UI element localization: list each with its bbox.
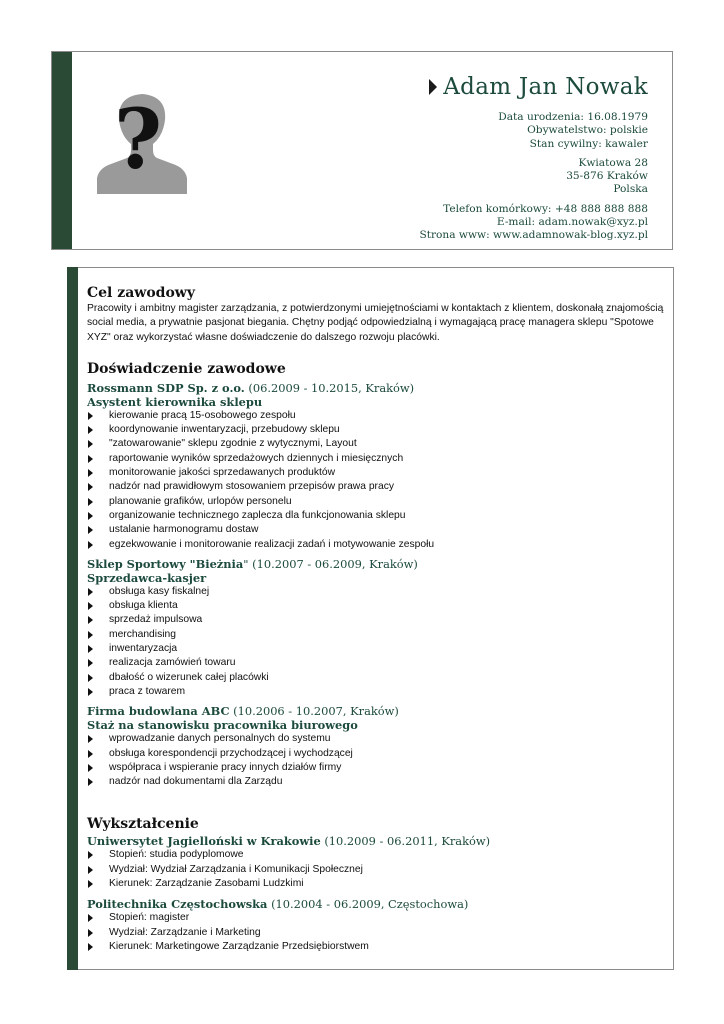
duties-list — [87, 732, 667, 789]
job-company: Rossmann SDP Sp. z o.o. — [87, 380, 245, 395]
list-item: praca z towarem — [87, 685, 667, 699]
duties-list — [87, 409, 667, 552]
main-accent-bar — [67, 267, 78, 970]
name-row — [429, 74, 648, 100]
list-item: Stopień: studia podyplomowe — [87, 848, 667, 862]
school-period: (10.2009 - 06.2011, Kraków) — [320, 834, 491, 849]
list-item: Kierunek: Zarządzanie Zasobami Ludzkimi — [87, 877, 667, 891]
duties-list — [87, 585, 667, 699]
birth-date: Data urodzenia: 16.08.1979 — [498, 111, 648, 123]
marital-status: Stan cywilny: kawaler — [529, 137, 648, 150]
school-name: Uniwersytet Jagielloński w Krakowie — [87, 834, 321, 849]
list-item: Wydział: Zarządzanie i Marketing — [87, 926, 667, 940]
job-entry — [87, 381, 667, 552]
job-role: Asystent kierownika sklepu — [87, 394, 263, 409]
list-item: Wydział: Wydział Zarządzania i Komunikacji Społecznej — [87, 863, 667, 877]
website: Strona www: www.adamnowak-blog.xyz.pl — [419, 229, 648, 242]
job-company-name: Bieżnia — [195, 556, 244, 571]
job-role: Staż na stanowisku pracownika biurowego — [87, 718, 358, 733]
list-item: obsługa korespondencji przychodzącej i wychodzącej — [87, 747, 667, 761]
main-content — [87, 284, 667, 954]
address-city: 35-876 Kraków — [566, 170, 648, 183]
job-period: (10.2006 - 10.2007, Kraków) — [229, 704, 399, 719]
contact-block — [419, 111, 648, 243]
list-item: organizowanie technicznego zaplecza dla funkcjonowania sklepu — [87, 509, 667, 523]
job-company-suffix: " — [243, 556, 249, 571]
list-item: inwentaryzacja — [87, 642, 667, 656]
list-item: wprowadzanie danych personalnych do systemu — [87, 732, 667, 746]
school-header — [87, 834, 667, 848]
job-header — [87, 557, 667, 571]
list-item: dbałość o wizerunek całej placówki — [87, 671, 667, 685]
objective-title: Cel zawodowy — [87, 285, 195, 301]
job-header — [87, 704, 667, 718]
address-country: Polska — [613, 183, 648, 196]
phone: Telefon komórkowy: +48 888 888 888 — [443, 202, 648, 215]
school-entry — [87, 834, 667, 891]
objective-text: Pracowity i ambitny magister zarządzania, z potwierdzonymi umiejętnościami w kontaktach z klientem, doskonałą znajomością social media, a prywatnie pasjonat biegania. Chętny podjąć odpowiedzialną i wymagającą pracę managera sklepu "Spotowe XYZ" oraz wykorzystać własne doświadczenie do dalszego rozwoju placówki. — [87, 303, 664, 343]
list-item: kierowanie pracą 15-osobowego zespołu — [87, 409, 667, 423]
school-header — [87, 897, 667, 911]
job-header — [87, 381, 667, 395]
education-title: Wykształcenie — [87, 816, 199, 833]
list-item: Stopień: magister — [87, 911, 667, 925]
list-item: współpraca i wspieranie pracy innych działów firmy — [87, 761, 667, 775]
list-item: koordynowanie inwentaryzacji, przebudowy sklepu — [87, 423, 667, 437]
job-company: Firma budowlana ABC — [87, 704, 230, 719]
school-entry — [87, 897, 667, 954]
job-company-prefix: Sklep Sportowy " — [87, 556, 196, 571]
school-name: Politechnika Częstochowska — [87, 897, 268, 912]
list-item: Kierunek: Marketingowe Zarządzanie Przedsiębiorstwem — [87, 940, 667, 954]
list-item: realizacja zamówień towaru — [87, 656, 667, 670]
job-period: (10.2007 - 06.2009, Kraków) — [248, 556, 418, 571]
experience-title: Doświadczenie zawodowe — [87, 360, 286, 377]
school-details — [87, 911, 667, 954]
address-street: Kwiatowa 28 — [578, 156, 648, 169]
person-name: Adam Jan Nowak — [443, 74, 648, 100]
bullet-arrow-icon — [429, 79, 437, 95]
job-role: Sprzedawca-kasjer — [87, 570, 207, 585]
list-item: obsługa kasy fiskalnej — [87, 585, 667, 599]
list-item: obsługa klienta — [87, 599, 667, 613]
list-item: egzekwowanie i monitorowanie realizacji zadań i motywowanie zespołu — [87, 538, 667, 552]
list-item: "zatowarowanie" sklepu zgodnie z wytycznymi, Layout — [87, 437, 667, 451]
list-item: nadzór nad prawidłowym stosowaniem przepisów prawa pracy — [87, 480, 667, 494]
list-item: monitorowanie jakości sprzedawanych produktów — [87, 466, 667, 480]
person-placeholder-icon — [97, 88, 187, 194]
header-accent-bar — [52, 52, 72, 249]
job-entry — [87, 704, 667, 789]
job-entry — [87, 557, 667, 699]
list-item: raportowanie wyników sprzedażowych dziennych i miesięcznych — [87, 452, 667, 466]
school-period: (10.2004 - 06.2009, Częstochowa) — [267, 897, 469, 912]
citizenship: Obywatelstwo: polskie — [527, 124, 648, 137]
list-item: planowanie grafików, urlopów personelu — [87, 495, 667, 509]
school-details — [87, 848, 667, 891]
list-item: sprzedaż impulsowa — [87, 613, 667, 627]
header-card — [51, 51, 673, 250]
list-item: merchandising — [87, 628, 667, 642]
list-item: ustalanie harmonogramu dostaw — [87, 523, 667, 537]
email: E-mail: adam.nowak@xyz.pl — [496, 216, 648, 229]
job-period: (06.2009 - 10.2015, Kraków) — [244, 380, 415, 395]
list-item: nadzór nad dokumentami dla Zarządu — [87, 775, 667, 789]
svg-text:?: ? — [113, 92, 163, 188]
